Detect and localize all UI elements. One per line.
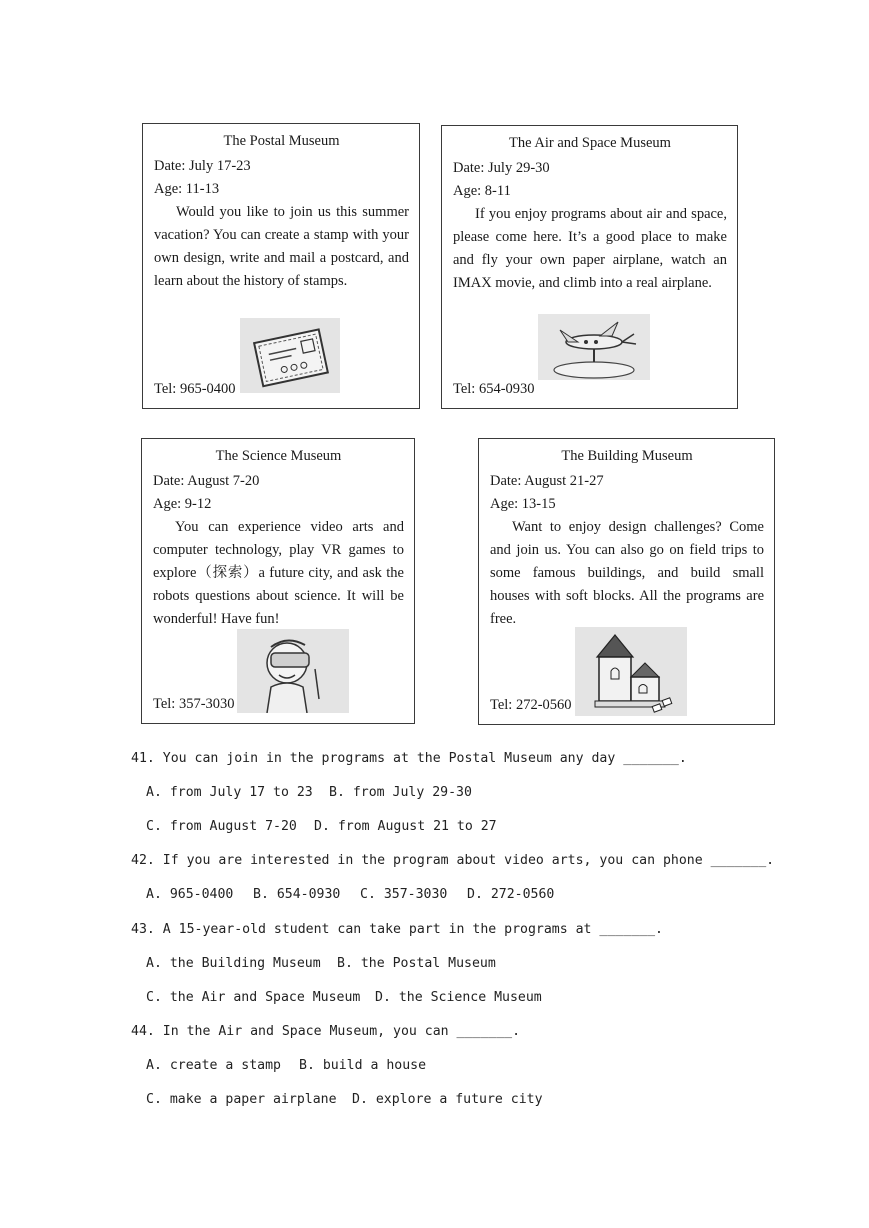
card-tel: Tel: 965-0400 bbox=[154, 381, 236, 397]
card-title: The Science Museum bbox=[215, 448, 342, 464]
card-tel: Tel: 357-3030 bbox=[153, 696, 235, 712]
option-41-d: D. from August 21 to 27 bbox=[314, 819, 497, 834]
option-41-b: B. from July 29-30 bbox=[329, 785, 472, 800]
card-title: The Postal Museum bbox=[223, 133, 340, 149]
card-age: Age: 11-13 bbox=[154, 181, 220, 197]
postcard-icon bbox=[240, 318, 340, 393]
option-42-b: B. 654-0930 bbox=[253, 887, 341, 902]
option-44-c: C. make a paper airplane bbox=[146, 1092, 337, 1107]
card-age: Age: 8-11 bbox=[453, 183, 511, 199]
question-43: 43. A 15-year-old student can take part in the programs at _______. bbox=[131, 922, 663, 937]
science-museum-card bbox=[141, 438, 415, 724]
question-41: 41. You can join in the programs at the Postal Museum any day _______. bbox=[131, 751, 687, 766]
card-date: Date: July 17-23 bbox=[154, 158, 251, 174]
question-44 bbox=[131, 1024, 520, 1039]
card-date: Date: August 21-27 bbox=[490, 473, 604, 489]
card-description: Want to enjoy design challenges? Come and join us. You can also go on field trips to some famous buildings, and build small houses with soft blocks. All the programs are free. bbox=[490, 519, 764, 627]
card-date: Date: July 29-30 bbox=[453, 160, 550, 176]
card-title: The Air and Space Museum bbox=[509, 135, 671, 151]
question-number: 44. bbox=[131, 1024, 163, 1039]
option-44-a: A. create a stamp bbox=[146, 1058, 281, 1073]
option-44-b: B. build a house bbox=[299, 1058, 427, 1073]
option-44-d: D. explore a future city bbox=[352, 1092, 543, 1107]
question-42: 42. If you are interested in the program about video arts, you can phone _______. bbox=[131, 853, 775, 868]
card-age: Age: 13-15 bbox=[490, 496, 556, 512]
option-43-a: A. the Building Museum bbox=[146, 956, 321, 971]
card-tel: Tel: 654-0930 bbox=[453, 381, 535, 397]
card-description: If you enjoy programs about air and space, please come here. It’s a good place to make and fly your own paper airplane, watch an IMAX movie, and climb into a real airplane. bbox=[453, 206, 727, 291]
option-43-d: D. the Science Museum bbox=[375, 990, 542, 1005]
air-space-museum-card bbox=[441, 125, 738, 409]
card-description: Would you like to join us this summer vacation? You can create a stamp with your own design, write and mail a postcard, and learn about the history of stamps. bbox=[154, 204, 409, 289]
airplane-icon bbox=[538, 314, 650, 380]
option-42-c: C. 357-3030 bbox=[360, 887, 448, 902]
option-42-a: A. 965-0400 bbox=[146, 887, 234, 902]
option-42-d: D. 272-0560 bbox=[467, 887, 555, 902]
building-museum-card bbox=[478, 438, 775, 725]
option-43-c: C. the Air and Space Museum bbox=[146, 990, 361, 1005]
card-title: The Building Museum bbox=[561, 448, 693, 464]
card-tel: Tel: 272-0560 bbox=[490, 697, 572, 713]
option-43-b: B. the Postal Museum bbox=[337, 956, 496, 971]
card-age: Age: 9-12 bbox=[153, 496, 212, 512]
vr-headset-kid-icon bbox=[237, 629, 349, 713]
option-41-c: C. from August 7-20 bbox=[146, 819, 297, 834]
question-stem: In the Air and Space Museum, you can _______. bbox=[162, 1024, 521, 1039]
house-blocks-icon bbox=[575, 627, 687, 716]
card-description: You can experience video arts and computer technology, play VR games to explore（探索）a future city, and ask the robots questions about science. It will be wonderful! Have fun! bbox=[153, 519, 404, 627]
card-date: Date: August 7-20 bbox=[153, 473, 260, 489]
postal-museum-card bbox=[142, 123, 420, 409]
option-41-a: A. from July 17 to 23 bbox=[146, 785, 313, 800]
